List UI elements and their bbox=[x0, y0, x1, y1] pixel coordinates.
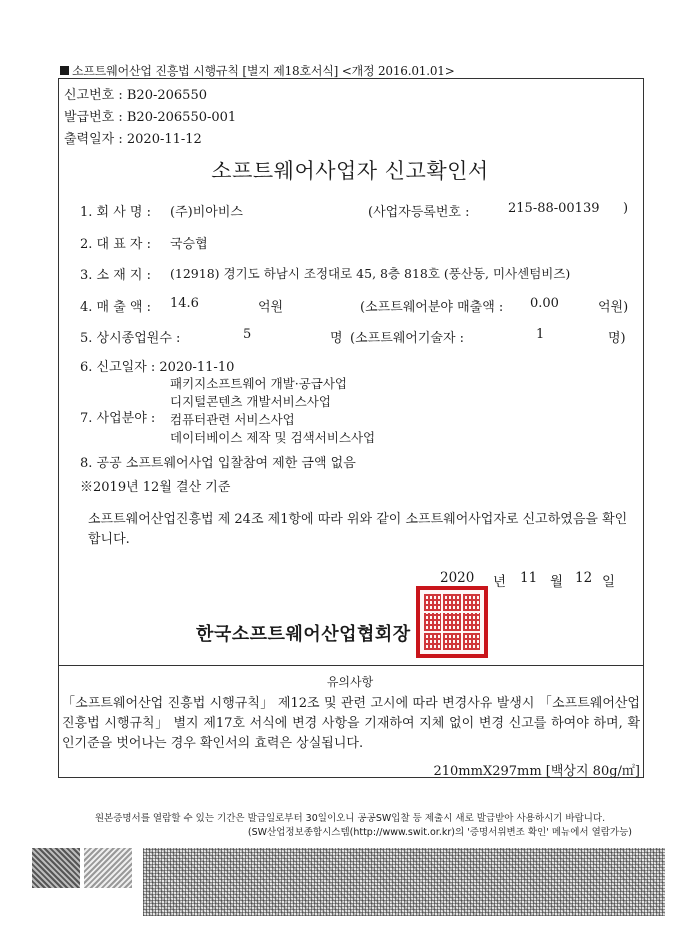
sw-sales-label: (소프트웨어분야 매출액 : bbox=[360, 300, 504, 315]
sw-tech-unit: 명) bbox=[608, 331, 626, 346]
business-field-item-3: 컴퓨터관련 서비스사업 bbox=[170, 412, 295, 427]
report-number: 신고번호 : B20-206550 bbox=[64, 88, 207, 103]
form-header bbox=[60, 62, 455, 79]
employees-unit: 명 bbox=[330, 331, 343, 346]
sign-month: 11 bbox=[520, 570, 538, 586]
sales-label: 4. 매 출 액 : bbox=[80, 300, 151, 315]
sw-sales-unit: 억원) bbox=[598, 300, 629, 315]
bizno-value: 215-88-00139 bbox=[508, 201, 600, 216]
address-value: (12918) 경기도 하남시 조정대로 45, 8층 818호 (풍산동, 미사센텀비즈) bbox=[170, 266, 571, 281]
sign-year: 2020 bbox=[440, 570, 475, 586]
business-field-item-1: 패키지소프트웨어 개발·공급사업 bbox=[170, 376, 347, 391]
stamp-block-dark bbox=[32, 848, 80, 888]
page-title: 소프트웨어사업자 신고확인서 bbox=[211, 159, 489, 183]
print-date: 출력일자 : 2020-11-12 bbox=[64, 132, 202, 147]
notice-divider bbox=[58, 665, 644, 666]
business-field-label: 7. 사업분야 : bbox=[80, 411, 156, 426]
sw-tech-label: (소프트웨어기술자 : bbox=[350, 331, 465, 346]
paper-size: 210mmX297mm [백상지 80g/㎡] bbox=[433, 764, 640, 779]
sign-day-unit: 일 bbox=[602, 574, 616, 590]
business-field-item-4: 데이터베이스 제작 및 검색서비스사업 bbox=[170, 430, 376, 445]
footer-line-1: 원본증명서를 열람할 수 있는 기간은 발급일로부터 30일이오니 공공SW입찰 등 제출시 새로 발급받아 사용하시기 바랍니다. bbox=[94, 813, 606, 824]
stamp-block-light bbox=[84, 848, 132, 888]
address-label: 3. 소 재 지 : bbox=[80, 268, 151, 283]
sign-year-unit: 년 bbox=[493, 574, 507, 590]
ceo-value: 국승협 bbox=[170, 237, 208, 252]
business-field-item-2: 디지털콘텐츠 개발서비스사업 bbox=[170, 394, 331, 409]
notice-body: 「소프트웨어산업 진흥법 시행규칙」 제12조 및 관련 고시에 따라 변경사유 발생시 「소프트웨어산업 진흥법 시행규칙」 별지 제17호 서식에 변경 사항을 기재하여 지체 없이 변경 신고를 하여야 하며, 확인기준을 벗어나는 경우 확인서의 효력은 상실됩니다. bbox=[62, 696, 640, 751]
sw-sales-value: 0.00 bbox=[530, 296, 559, 311]
report-date: 6. 신고일자 : 2020-11-10 bbox=[80, 360, 235, 375]
notice-title: 유의사항 bbox=[326, 675, 374, 689]
bizno-label: (사업자등록번호 : bbox=[368, 205, 470, 220]
form-header-text: 소프트웨어산업 진흥법 시행규칙 [별지 제18호서식] <개정 2016.01.01> bbox=[72, 64, 455, 78]
employees-value: 5 bbox=[243, 327, 252, 342]
bid-limit: 8. 공공 소프트웨어사업 입찰참여 제한 금액 없음 bbox=[80, 456, 356, 471]
footer-line-2: (SW산업정보종합시스템(http://www.swit.or.kr)의 '증명서위변조 확인' 메뉴에서 열람가능) bbox=[247, 827, 632, 838]
sign-month-unit: 월 bbox=[550, 574, 564, 590]
original-stamp-logo bbox=[32, 848, 132, 888]
issue-number: 발급번호 : B20-206550-001 bbox=[64, 110, 237, 125]
square-bullet-icon bbox=[60, 66, 69, 75]
official-seal bbox=[416, 586, 488, 658]
company-value: (주)비아비스 bbox=[170, 205, 243, 220]
sales-unit: 억원 bbox=[258, 300, 284, 315]
company-label: 1. 회 사 명 : bbox=[80, 205, 151, 220]
sales-value: 14.6 bbox=[170, 296, 199, 311]
bizno-close: ) bbox=[623, 201, 629, 216]
issuer-name: 한국소프트웨어산업협회장 bbox=[196, 624, 411, 645]
statement: 소프트웨어산업진흥법 제 24조 제1항에 따라 위와 같이 소프트웨어사업자로 신고하였음을 확인합니다. bbox=[88, 512, 628, 547]
ceo-label: 2. 대 표 자 : bbox=[80, 237, 151, 252]
sw-tech-value: 1 bbox=[536, 327, 545, 342]
verification-barcode bbox=[143, 848, 665, 916]
sign-day: 12 bbox=[575, 570, 593, 586]
basis-note: ※2019년 12월 결산 기준 bbox=[80, 480, 231, 495]
employees-label: 5. 상시종업원수 : bbox=[80, 331, 181, 346]
